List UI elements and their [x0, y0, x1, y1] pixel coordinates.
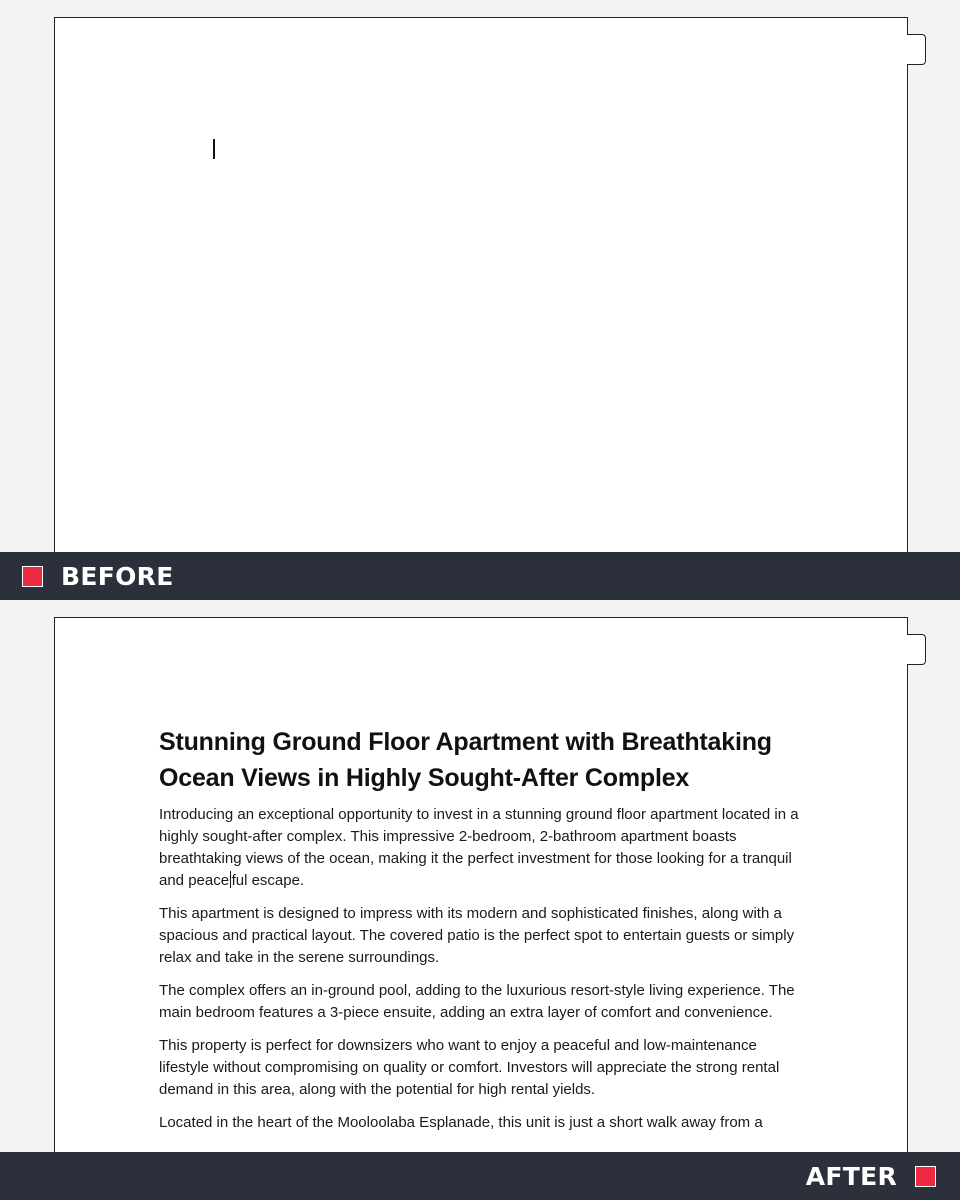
page-tab-marker	[907, 34, 926, 65]
before-label: BEFORE	[61, 561, 174, 591]
paragraph-1-text-start: Introducing an exceptional opportunity to invest in a stunning ground floor apartment located in a highly sought-after complex. This impressive 2-bedroom, 2-bathroom apartment boasts breathtaking views of the ocean, making it the perfect investment for those looking for a tranquil and peace	[159, 806, 799, 889]
after-label: AFTER	[805, 1161, 897, 1191]
document-paragraph-5: Located in the heart of the Mooloolaba Esplanade, this unit is just a short walk away from a	[159, 1114, 763, 1131]
document-paragraph-4: This property is perfect for downsizers who want to enjoy a peaceful and low-maintenance lifestyle without compromising on quality or comfort. Investors will appreciate the strong rental demand in this area, along with the potential for high rental yields.	[159, 1037, 780, 1098]
before-label-bar	[0, 552, 960, 600]
document-title: Stunning Ground Floor Apartment with Breathtaking Ocean Views in Highly Sought-After Complex	[159, 728, 772, 792]
text-cursor	[213, 139, 215, 159]
document-content[interactable]	[159, 724, 809, 1145]
document-page-blank[interactable]	[54, 17, 908, 600]
document-page-filled[interactable]	[54, 617, 908, 1200]
red-square-icon	[915, 1166, 936, 1187]
page-tab-marker	[907, 634, 926, 665]
red-square-icon	[22, 566, 43, 587]
document-paragraph-3: The complex offers an in-ground pool, adding to the luxurious resort-style living experience. The main bedroom features a 3-piece ensuite, adding an extra layer of comfort and convenience.	[159, 982, 795, 1021]
document-paragraph-2: This apartment is designed to impress with its modern and sophisticated finishes, along with a spacious and practical layout. The covered patio is the perfect spot to entertain guests or simply relax and take in the serene surroundings.	[159, 905, 795, 966]
document-paragraph-1	[159, 804, 809, 892]
paragraph-1-text-end: ful escape.	[231, 872, 305, 889]
after-panel	[0, 600, 960, 1200]
after-label-bar	[0, 1152, 960, 1200]
